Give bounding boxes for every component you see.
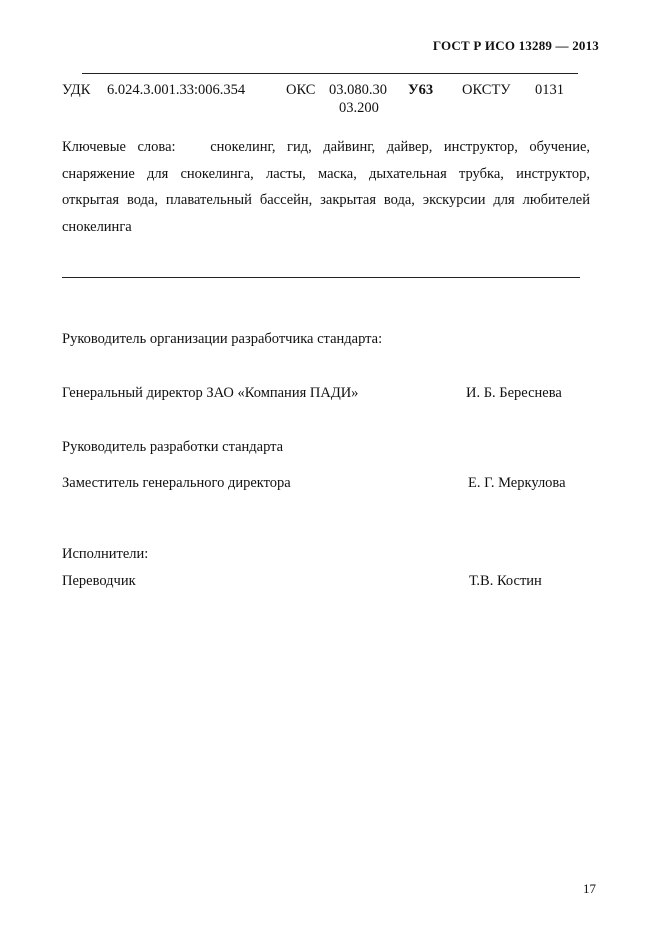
keywords-label: Ключевые слова:	[62, 139, 176, 155]
oks-value-1: 03.080.30	[329, 82, 387, 98]
deputy-position: Заместитель генерального директора	[62, 475, 291, 491]
page-number: 17	[583, 881, 596, 896]
deputy-name: Е. Г. Меркулова	[468, 475, 566, 491]
udk-label: УДК	[62, 82, 91, 98]
okstu-label: ОКСТУ	[462, 82, 511, 98]
oks-value-2: 03.200	[339, 100, 379, 116]
translator-position: Переводчик	[62, 573, 136, 589]
keywords-text: снокелинг, гид, дайвинг, дайвер, инструктор, обучение, снаряжение для снокелинга, ласты, маска, дыхательная трубка, инструктор, открытая вода, плавательный бассейн, закрытая вода, экскурсии для любителей снокелинга	[62, 139, 591, 235]
standard-code-header: ГОСТ Р ИСО 13289 — 2013	[432, 38, 599, 53]
keywords-paragraph	[62, 134, 590, 240]
bottom-divider	[62, 277, 580, 278]
udk-value: 6.024.3.001.33:006.354	[107, 82, 246, 98]
executors-title: Исполнители:	[62, 546, 149, 562]
director-name: И. Б. Береснева	[466, 385, 562, 401]
director-position: Генеральный директор ЗАО «Компания ПАДИ»	[62, 385, 359, 401]
top-divider	[82, 73, 578, 74]
group-code: У63	[408, 82, 434, 98]
org-head-title: Руководитель организации разработчика стандарта:	[62, 331, 383, 347]
dev-head-title: Руководитель разработки стандарта	[62, 439, 284, 455]
translator-name: Т.В. Костин	[469, 573, 542, 589]
oks-label: ОКС	[286, 82, 316, 98]
okstu-value: 0131	[535, 82, 564, 98]
